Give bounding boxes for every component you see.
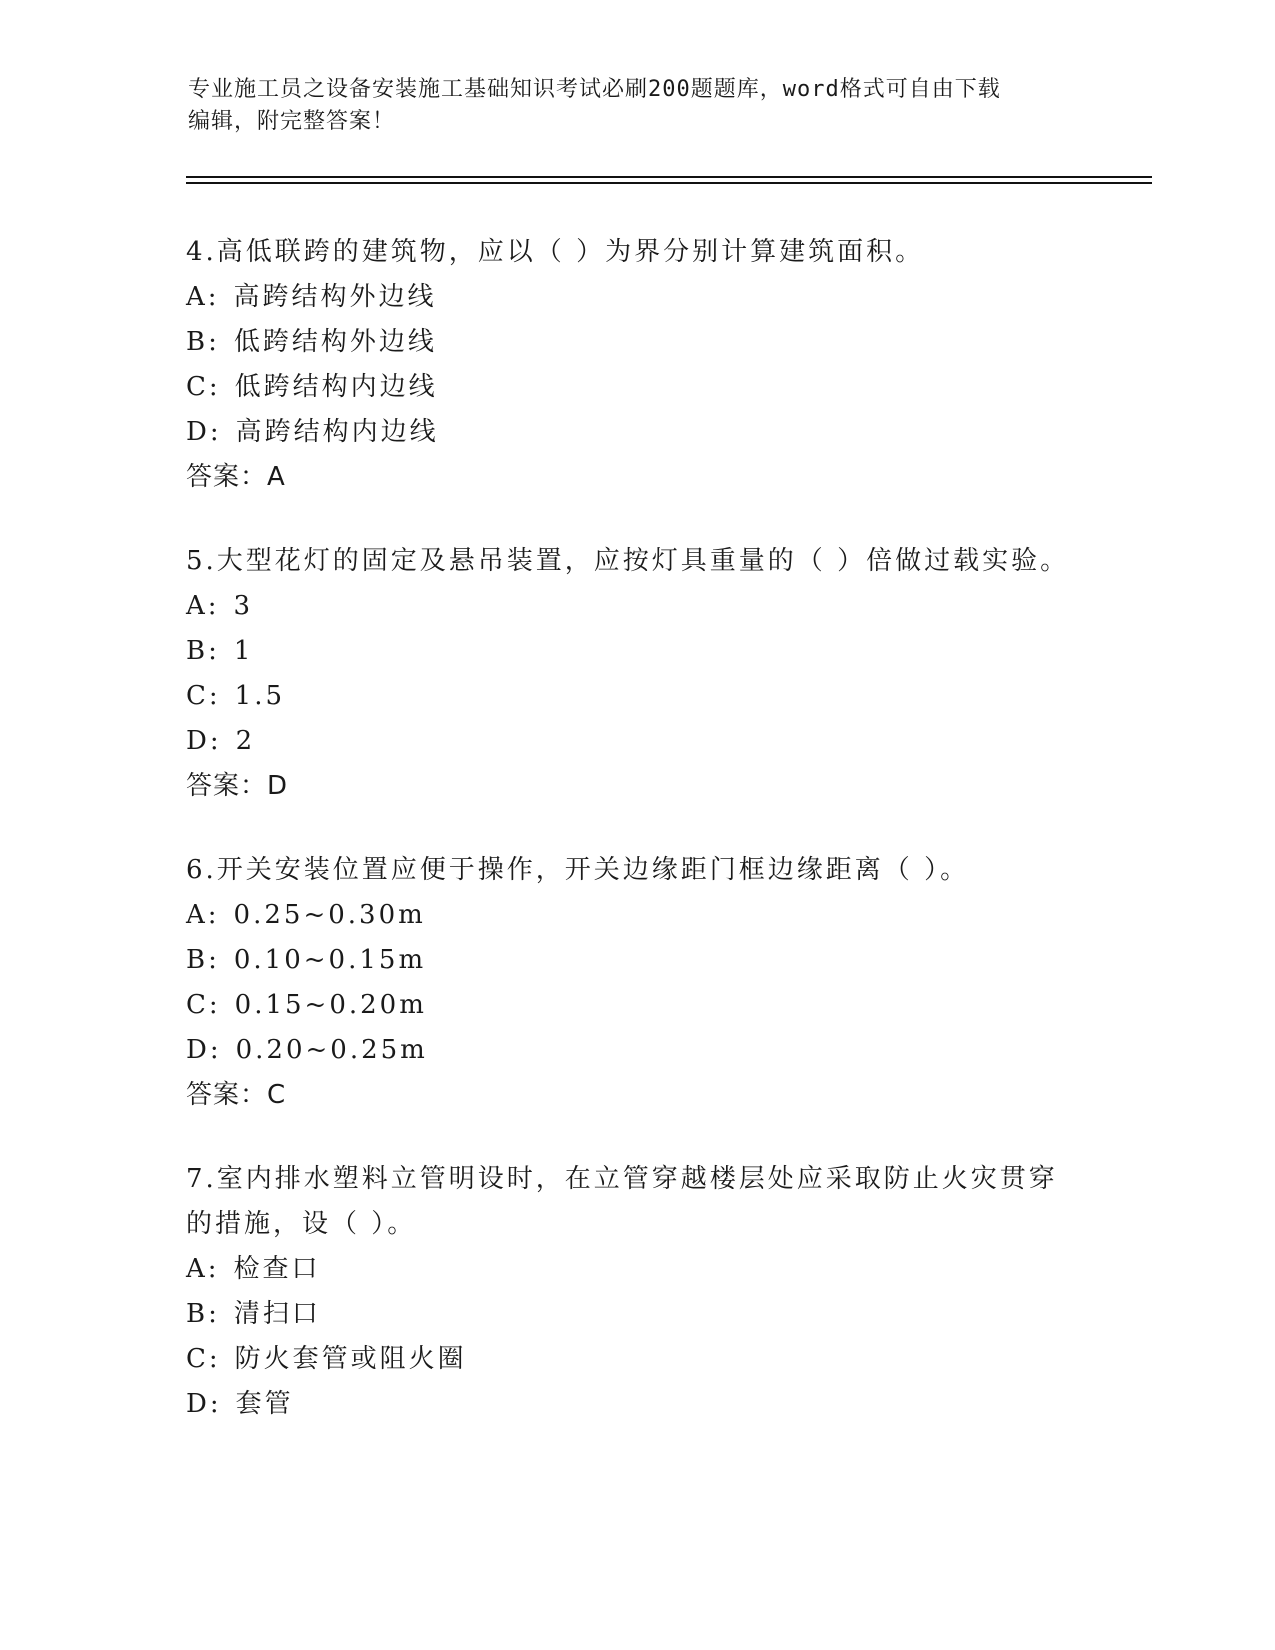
option-key: A:: [186, 1254, 220, 1284]
option-key: A:: [186, 900, 220, 930]
option-d: [186, 1028, 1086, 1073]
answer-line: 答案：C: [186, 1080, 287, 1110]
option-text: 高跨结构内边线: [235, 417, 439, 447]
option-key: C:: [186, 1344, 221, 1374]
answer-line: 答案：A: [186, 462, 286, 492]
question-4: [186, 230, 1086, 500]
option-text: 高跨结构外边线: [233, 282, 437, 312]
option-text: 低跨结构内边线: [234, 372, 438, 402]
option-key: C:: [186, 372, 221, 402]
option-text: 0.10~0.15m: [233, 945, 427, 975]
question-text: 5.大型花灯的固定及悬吊装置，应按灯具重量的（ ）倍做过载实验。: [186, 546, 1070, 576]
header-divider-top: [186, 176, 1152, 178]
option-key: A:: [186, 282, 220, 312]
option-d: [186, 1382, 1086, 1427]
header-divider-bottom: [186, 182, 1152, 184]
option-a: [186, 893, 1086, 938]
question-text: 6.开关安装位置应便于操作，开关边缘距门框边缘距离（ ）。: [186, 855, 970, 885]
option-a: [186, 275, 1086, 320]
option-key: C:: [186, 990, 221, 1020]
option-b: [186, 320, 1086, 365]
option-d: [186, 719, 1086, 764]
question-list: [186, 230, 1086, 1466]
question-text-continued: 的措施，设（ ）。: [186, 1209, 417, 1239]
option-b: [186, 938, 1086, 983]
question-5: [186, 539, 1086, 809]
option-a: [186, 584, 1086, 629]
option-text: 1: [233, 636, 254, 666]
question-text: 4.高低联跨的建筑物，应以（ ）为界分别计算建筑面积。: [186, 237, 925, 267]
option-key: D:: [186, 1035, 222, 1065]
option-key: B:: [186, 327, 220, 357]
option-c: [186, 365, 1086, 410]
option-text: 套管: [235, 1389, 294, 1419]
question-text: 7.室内排水塑料立管明设时，在立管穿越楼层处应采取防止火灾贯穿: [186, 1164, 1058, 1194]
question-7: [186, 1157, 1086, 1427]
option-text: 0.20~0.25m: [235, 1035, 428, 1065]
option-key: D:: [186, 726, 222, 756]
option-text: 3: [233, 591, 254, 621]
option-text: 0.25~0.30m: [233, 900, 426, 930]
option-text: 低跨结构外边线: [233, 327, 437, 357]
option-text: 检查口: [233, 1254, 321, 1284]
option-text: 防火套管或阻火圈: [234, 1344, 467, 1374]
header-title-line-2: 编辑，附完整答案！: [188, 109, 396, 134]
option-key: B:: [186, 945, 220, 975]
option-key: A:: [186, 591, 220, 621]
option-key: B:: [186, 636, 220, 666]
header-title-line-1: 专业施工员之设备安装施工基础知识考试必刷200题题库，word格式可自由下载: [188, 77, 1001, 102]
option-c: [186, 983, 1086, 1028]
option-text: 清扫口: [233, 1299, 321, 1329]
question-6: [186, 848, 1086, 1118]
option-text: 2: [235, 726, 256, 756]
option-b: [186, 629, 1086, 674]
option-text: 1.5: [234, 681, 286, 711]
answer-line: 答案：D: [186, 771, 289, 801]
option-c: [186, 674, 1086, 719]
option-key: D:: [186, 417, 222, 447]
option-text: 0.15~0.20m: [234, 990, 427, 1020]
option-a: [186, 1247, 1086, 1292]
option-d: [186, 410, 1086, 455]
option-b: [186, 1292, 1086, 1337]
option-key: B:: [186, 1299, 220, 1329]
option-key: C:: [186, 681, 221, 711]
option-c: [186, 1337, 1086, 1382]
document-header: [188, 74, 1088, 138]
option-key: D:: [186, 1389, 222, 1419]
